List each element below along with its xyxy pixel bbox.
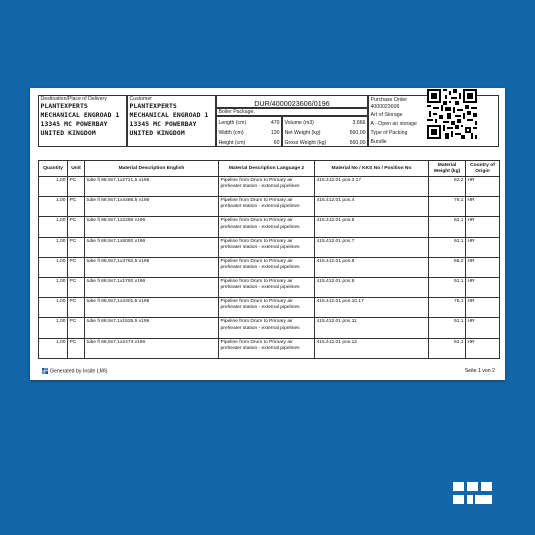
row-origin: HR bbox=[466, 217, 500, 237]
row-material-no: 415.412.01 pos.10.17 bbox=[315, 298, 429, 318]
volume-label: Volume (m3) bbox=[284, 120, 314, 126]
row-unit: PC bbox=[68, 338, 85, 358]
row-material-no: 415.412.01 pos.9 bbox=[315, 277, 429, 297]
row-desc-en: tube fi 88,9x7,1x2474 v196 bbox=[85, 338, 219, 358]
row-unit: PC bbox=[68, 197, 85, 217]
purchase-order-value: 4000023606 bbox=[370, 104, 400, 110]
row-desc-en: tube fi 88,9x7,1x4486,5 v196 bbox=[85, 197, 219, 217]
row-weight: 62,1 bbox=[429, 217, 466, 237]
art-of-storage-value: A - Open air storage bbox=[370, 121, 417, 127]
type-of-packing-value: Bundle bbox=[370, 139, 387, 145]
row-quantity: 1,00 bbox=[39, 277, 68, 297]
width-label: Width (cm) bbox=[218, 130, 244, 136]
row-desc-l2 bbox=[219, 177, 315, 197]
generated-by-footer bbox=[42, 368, 107, 374]
row-desc-l2-line-2: preheater station - external pipelines bbox=[220, 204, 300, 210]
col-material-no-header: Material No / KKS No / Position No bbox=[315, 161, 429, 177]
row-quantity: 1,00 bbox=[39, 197, 68, 217]
purchase-order-label: Purchase Order bbox=[370, 97, 408, 103]
customer-line-2: MECHANICAL ENGROAD 1 bbox=[129, 111, 209, 119]
row-material-no: 415.412.01 pos.8 bbox=[315, 257, 429, 277]
row-weight: 76,1 bbox=[429, 197, 466, 217]
reference-box bbox=[216, 95, 368, 108]
row-origin: HR bbox=[466, 318, 500, 338]
row-unit: PC bbox=[68, 237, 85, 257]
table-row bbox=[39, 298, 500, 318]
row-unit: PC bbox=[68, 298, 85, 318]
row-desc-l2-line-1: Pipeline from Drum to Primary air bbox=[220, 258, 293, 264]
row-desc-l2 bbox=[219, 257, 315, 277]
row-origin: HR bbox=[466, 177, 500, 197]
packing-list-document bbox=[30, 88, 505, 380]
row-desc-en: tube fi 88,9x7,1x2256 v196 bbox=[85, 217, 219, 237]
row-desc-l2 bbox=[219, 197, 315, 217]
width-value: 130 bbox=[270, 130, 280, 136]
art-of-storage-label: Art of Storage bbox=[370, 112, 403, 118]
row-weight: 62,1 bbox=[429, 338, 466, 358]
row-unit: PC bbox=[68, 177, 85, 197]
type-of-packing-label: Type of Packing bbox=[370, 130, 408, 136]
row-desc-l2-line-2: preheater station - external pipelines bbox=[220, 285, 300, 291]
row-unit: PC bbox=[68, 257, 85, 277]
row-unit: PC bbox=[68, 277, 85, 297]
row-desc-l2 bbox=[219, 318, 315, 338]
row-desc-l2-line-2: preheater station - external pipelines bbox=[220, 264, 300, 270]
col-unit-header: Unit bbox=[68, 161, 85, 177]
row-desc-l2-line-2: preheater station - external pipelines bbox=[220, 224, 300, 230]
row-desc-en: tube fi 88,9x7,1x2721,5 v196 bbox=[85, 177, 219, 197]
customer-line-3: 13345 MC POWERBAY bbox=[129, 120, 197, 128]
row-origin: HR bbox=[466, 298, 500, 318]
row-unit: PC bbox=[68, 318, 85, 338]
row-unit: PC bbox=[68, 217, 85, 237]
row-desc-l2-line-1: Pipeline from Drum to Primary air bbox=[220, 319, 293, 325]
col-desc-en-header: Material Description English bbox=[85, 161, 219, 177]
row-desc-l2 bbox=[219, 338, 315, 358]
table-header-row bbox=[39, 161, 500, 177]
row-quantity: 1,00 bbox=[39, 257, 68, 277]
row-origin: HR bbox=[466, 277, 500, 297]
row-material-no: 415.412.01 pos.7 bbox=[315, 237, 429, 257]
row-desc-en: tube fi 88,9x7,1x1625,5 v196 bbox=[85, 318, 219, 338]
length-label: Length (cm) bbox=[218, 120, 247, 126]
insite-logo-icon bbox=[42, 368, 48, 374]
table-row bbox=[39, 197, 500, 217]
row-quantity: 1,00 bbox=[39, 318, 68, 338]
package-description: Boiler Package. bbox=[218, 109, 255, 115]
row-material-no: 415.412.01 pos.11 bbox=[315, 318, 429, 338]
row-quantity: 1,00 bbox=[39, 338, 68, 358]
col-quantity-header: Quantity bbox=[39, 161, 68, 177]
col-weight-header: Material Weight (kg) bbox=[429, 161, 466, 177]
length-value: 470 bbox=[270, 120, 280, 126]
row-material-no: 415.412.01 pos.4 bbox=[315, 197, 429, 217]
destination-line-3: 13345 MC POWERBAY bbox=[40, 120, 108, 128]
dimensions-box bbox=[216, 116, 282, 147]
row-origin: HR bbox=[466, 257, 500, 277]
destination-line-2: MECHANICAL ENGROAD 1 bbox=[40, 111, 120, 119]
col-desc-l2-header: Material Description Language 2 bbox=[219, 161, 315, 177]
table-row bbox=[39, 237, 500, 257]
customer-line-1: PLANTEXPERTS bbox=[129, 102, 177, 110]
destination-box bbox=[38, 95, 127, 147]
customer-line-4: UNITED KINGDOM bbox=[129, 129, 185, 137]
row-desc-l2-line-1: Pipeline from Drum to Primary air bbox=[220, 238, 293, 244]
row-desc-en: tube fi 88,9x7,1x4301,5 v196 bbox=[85, 298, 219, 318]
page-number: Seite 1 von 2 bbox=[464, 368, 495, 374]
table-row bbox=[39, 277, 500, 297]
gross-weight-value: 560,00 bbox=[349, 140, 366, 146]
row-desc-l2 bbox=[219, 277, 315, 297]
row-origin: HR bbox=[466, 197, 500, 217]
row-quantity: 1,00 bbox=[39, 298, 68, 318]
row-desc-en: tube fi 88,9x7,1x5092 v196 bbox=[85, 237, 219, 257]
destination-label: Destination/Place of Delivery bbox=[40, 96, 107, 102]
row-desc-en: tube fi 88,9x7,1x1792 v196 bbox=[85, 277, 219, 297]
row-weight: 76,1 bbox=[429, 298, 466, 318]
row-weight: 66,2 bbox=[429, 257, 466, 277]
generated-by-text: Generated by Insite LMS bbox=[50, 368, 108, 375]
destination-line-1: PLANTEXPERTS bbox=[40, 102, 88, 110]
brand-grid-icon bbox=[453, 482, 493, 506]
row-desc-l2-line-1: Pipeline from Drum to Primary air bbox=[220, 278, 293, 284]
customer-box bbox=[127, 95, 216, 147]
row-weight: 62,1 bbox=[429, 237, 466, 257]
items-table bbox=[38, 160, 500, 359]
height-label: Height (cm) bbox=[218, 140, 246, 146]
weights-box bbox=[282, 116, 368, 147]
row-quantity: 1,00 bbox=[39, 237, 68, 257]
table-row bbox=[39, 257, 500, 277]
row-weight: 52,1 bbox=[429, 277, 466, 297]
row-desc-l2-line-2: preheater station - external pipelines bbox=[220, 345, 300, 351]
row-desc-l2-line-2: preheater station - external pipelines bbox=[220, 184, 300, 190]
row-quantity: 1,00 bbox=[39, 177, 68, 197]
row-desc-l2-line-1: Pipeline from Drum to Primary air bbox=[220, 218, 293, 224]
row-desc-l2-line-1: Pipeline from Drum to Primary air bbox=[220, 339, 293, 345]
qr-code-icon bbox=[426, 89, 478, 139]
volume-value: 3.666 bbox=[352, 120, 366, 126]
row-desc-l2-line-1: Pipeline from Drum to Primary air bbox=[220, 178, 293, 183]
gross-weight-label: Gross Weight (kg) bbox=[284, 140, 327, 146]
reference-number: DUR/4000023606/0196 bbox=[254, 99, 330, 108]
row-origin: HR bbox=[466, 338, 500, 358]
col-origin-header: Country of Origin bbox=[466, 161, 500, 177]
row-desc-l2 bbox=[219, 217, 315, 237]
row-material-no: 415.412.01 pos.12 bbox=[315, 338, 429, 358]
row-material-no: 415.412.01 pos.5 bbox=[315, 217, 429, 237]
row-quantity: 1,00 bbox=[39, 217, 68, 237]
row-desc-en: tube fi 88,9x7,1x3762,5 v196 bbox=[85, 257, 219, 277]
row-desc-l2-line-2: preheater station - external pipelines bbox=[220, 305, 300, 311]
row-desc-l2-line-2: preheater station - external pipelines bbox=[220, 325, 300, 331]
table-row bbox=[39, 338, 500, 358]
net-weight-label: Net Weight (kg) bbox=[284, 130, 321, 136]
table-row bbox=[39, 217, 500, 237]
package-description-box bbox=[216, 108, 368, 116]
height-value: 60 bbox=[273, 140, 280, 146]
row-origin: HR bbox=[466, 237, 500, 257]
destination-line-4: UNITED KINGDOM bbox=[40, 129, 96, 137]
row-desc-l2 bbox=[219, 298, 315, 318]
row-desc-l2-line-1: Pipeline from Drum to Primary air bbox=[220, 299, 293, 305]
table-row bbox=[39, 177, 500, 197]
row-desc-l2-line-1: Pipeline from Drum to Primary air bbox=[220, 198, 293, 204]
customer-label: Customer bbox=[129, 96, 152, 102]
row-material-no: 415.412.01 pos.3.17 bbox=[315, 177, 429, 197]
row-weight: 62,2 bbox=[429, 177, 466, 197]
row-desc-l2 bbox=[219, 237, 315, 257]
row-desc-l2-line-2: preheater station - external pipelines bbox=[220, 244, 300, 250]
table-row bbox=[39, 318, 500, 338]
net-weight-value: 560,00 bbox=[349, 130, 366, 136]
row-weight: 52,1 bbox=[429, 318, 466, 338]
